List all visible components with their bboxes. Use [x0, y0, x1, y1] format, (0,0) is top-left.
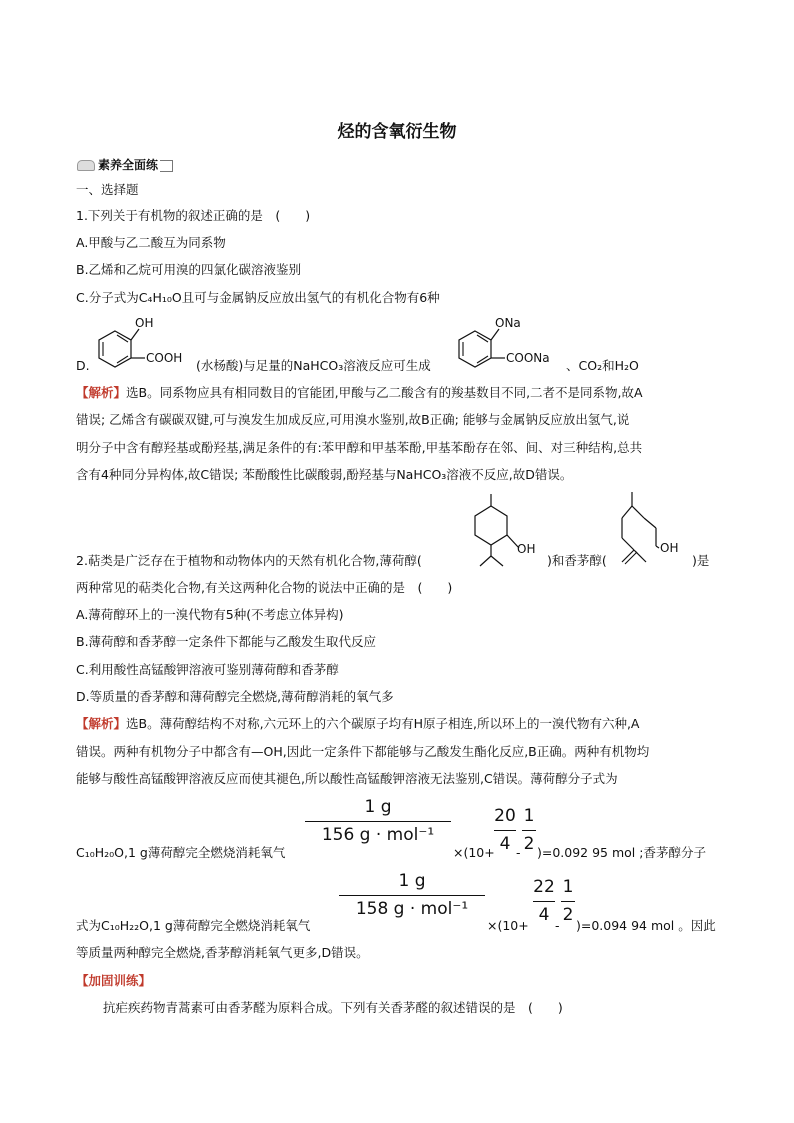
calc2-numerator: 1 g [398, 871, 426, 891]
q1-analysis-line-1: 【解析】选B。同系物应具有相同数目的官能团,甲酸与乙二酸含有的羧基数目不同,二者不是同系物,故A [76, 385, 643, 400]
q1-option-b: B.乙烯和乙烷可用溴的四氯化碳溶液鉴别 [76, 262, 302, 277]
citronellol-structure [612, 488, 692, 570]
calc1-fraction [305, 797, 451, 845]
section-header [77, 156, 173, 173]
q2-analysis-tail: 等质量两种醇完全燃烧,香茅醇消耗氧气更多,D错误。 [76, 945, 369, 960]
q2-analysis-line-3: 能够与酸性高锰酸钾溶液反应而使其褪色,所以酸性高锰酸钾溶液无法鉴别,C错误。薄荷醇分子式为 [76, 771, 618, 786]
section-label: 素养全面练 [98, 158, 159, 172]
calc1-fraction-1-2: $\frac{1}{2}$ [523, 806, 535, 854]
calc2-fraction-22-4: $\frac{22}{4}$ [533, 877, 555, 925]
reinforcement-question: 抗疟疾药物青蒿素可由香茅醛为原料合成。下列有关香茅醛的叙述错误的是 ( ) [103, 1000, 563, 1015]
q2-stem-b: )和香茅醇( [547, 553, 607, 568]
calc1-fraction-20-4: $\frac{20}{4}$ [494, 806, 516, 854]
calc1-denominator: 156 g · mol⁻¹ [305, 821, 451, 845]
q2-stem-line-2: 两种常见的萜类化合物,有关这两种化合物的说法中正确的是 ( ) [76, 580, 453, 595]
page-title: 烃的含氧衍生物 [337, 122, 457, 142]
q1-analysis-tag: 【解析】 [76, 385, 127, 400]
calc2-fraction-1-2: $\frac{1}{2}$ [562, 877, 574, 925]
mol2-coona-label: COONa [506, 351, 550, 365]
sodium-salicylate-structure [455, 313, 567, 375]
calc1-numerator: 1 g [364, 797, 392, 817]
q1-analysis-line-4: 含有4种同分异构体,故C错误; 苯酚酸性比碳酸弱,酚羟基与NaHCO₃溶液不反应,故D错误。 [76, 467, 573, 482]
q2-stem-a: 2.萜类是广泛存在于植物和动物体内的天然有机化合物,薄荷醇( [76, 553, 422, 568]
bracket-icon [160, 160, 173, 172]
q1-analysis-line-3: 明分子中含有醇羟基或酚羟基,满足条件的有:苯甲醇和甲基苯酚,甲基苯酚存在邻、间、对三种结构,总共 [76, 440, 643, 455]
q1-analysis-line-2: 错误; 乙烯含有碳碳双键,可与溴发生加成反应,可用溴水鉴别,故B正确; 能够与金属钠反应放出氢气,说 [76, 412, 630, 427]
part-heading: 一、选择题 [76, 182, 139, 197]
calc2-fraction [339, 871, 485, 919]
q2-analysis-tag: 【解析】 [76, 716, 127, 731]
q2-analysis-line-2: 错误。两种有机物分子中都含有—OH,因此一定条件下都能够与乙酸发生酯化反应,B正确。两种有机物均 [76, 744, 650, 759]
q2-option-b: B.薄荷醇和香茅醇一定条件下都能与乙酸发生取代反应 [76, 634, 377, 649]
calc2-result: )=0.094 94 mol 。因此 [576, 918, 716, 933]
menthol-structure [462, 492, 546, 572]
citronellol-oh-label: OH [660, 541, 679, 555]
mol2-ona-label: ONa [495, 316, 521, 330]
q1-option-a: A.甲酸与乙二酸互为同系物 [76, 235, 226, 250]
q1-option-d-middle: (水杨酸)与足量的NaHCO₃溶液反应可生成 [196, 358, 431, 373]
calc2-denominator: 158 g · mol⁻¹ [339, 895, 485, 919]
calc2-prefix: 式为C₁₀H₂₂O,1 g薄荷醇完全燃烧消耗氧气 [76, 918, 311, 933]
book-icon [77, 160, 95, 171]
mol1-oh-label: OH [135, 316, 154, 330]
q1-stem: 1.下列关于有机物的叙述正确的是 ( ) [76, 208, 311, 223]
calc1-result: )=0.092 95 mol ;香茅醇分子 [537, 845, 706, 860]
salicylic-acid-structure [95, 313, 195, 375]
q1-option-d-prefix: D. [76, 358, 90, 373]
calc1-paren: ×(10+ [453, 845, 495, 860]
calc2-paren: ×(10+ [487, 918, 529, 933]
reinforcement-tag: 【加固训练】 [76, 973, 152, 988]
q2-option-a: A.薄荷醇环上的一溴代物有5种(不考虑立体异构) [76, 607, 344, 622]
q2-analysis-line-1: 【解析】选B。薄荷醇结构不对称,六元环上的六个碳原子均有H原子相连,所以环上的一溴代物有六种,A [76, 716, 640, 731]
q2-option-c: C.利用酸性高锰酸钾溶液可鉴别薄荷醇和香茅醇 [76, 662, 339, 677]
menthol-oh-label: OH [517, 542, 536, 556]
q1-option-d-end: 、CO₂和H₂O [566, 358, 639, 373]
mol1-cooh-label: COOH [146, 351, 183, 365]
calc1-prefix: C₁₀H₂₀O,1 g薄荷醇完全燃烧消耗氧气 [76, 845, 286, 860]
q2-stem-c: )是 [692, 553, 710, 568]
q2-option-d: D.等质量的香茅醇和薄荷醇完全燃烧,薄荷醇消耗的氧气多 [76, 689, 394, 704]
q1-option-c: C.分子式为C₄H₁₀O且可与金属钠反应放出氢气的有机化合物有6种 [76, 290, 440, 305]
